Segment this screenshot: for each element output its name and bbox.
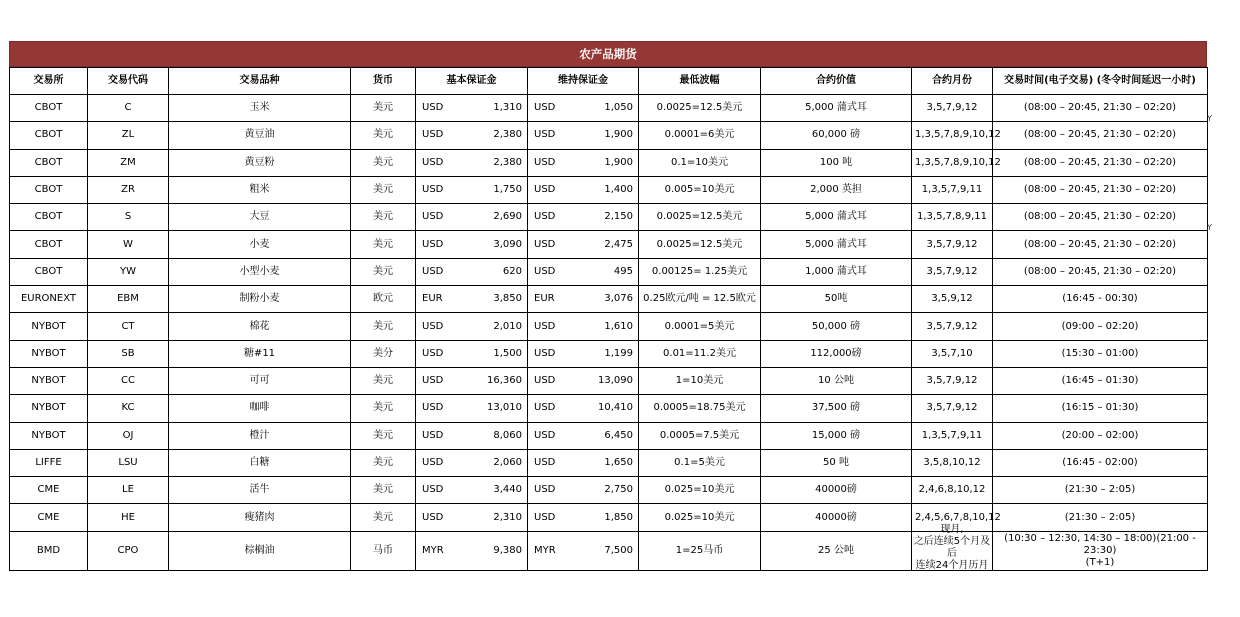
months-line: 之后连续5个月及 [913, 535, 991, 547]
initial-margin-cell [416, 367, 528, 394]
code-cell: YW [88, 258, 169, 285]
table-row [10, 204, 1208, 231]
initial-margin-cell [416, 204, 528, 231]
currency-cell: 美元 [351, 122, 416, 149]
product-cell: 制粉小麦 [169, 286, 351, 313]
tick-cell: 0.0025=12.5美元 [639, 231, 761, 258]
currency-cell: 美元 [351, 176, 416, 203]
margin-amount: 6,450 [604, 429, 633, 441]
product-cell: 活牛 [169, 477, 351, 504]
months-cell: 3,5,7,9,12 [912, 313, 993, 340]
tick-cell: 0.005=10美元 [639, 176, 761, 203]
initial-margin-cell [416, 231, 528, 258]
currency-cell: 美元 [351, 449, 416, 476]
hours-line: (10:30 – 12:30, 14:30 – 18:00)(21:00 - 23:30) [1004, 532, 1196, 556]
margin-amount: 3,076 [604, 293, 633, 305]
months-line: 后 [947, 547, 957, 559]
contract-value-cell: 112,000磅 [761, 340, 912, 367]
margin-amount: 9,380 [493, 544, 522, 556]
initial-margin-cell [416, 286, 528, 313]
code-cell: ZM [88, 149, 169, 176]
code-cell: C [88, 95, 169, 122]
initial-margin-cell [416, 313, 528, 340]
currency-code: USD [422, 184, 444, 196]
exchange-cell: NYBOT [10, 340, 88, 367]
hours-cell: (08:00 – 20:45, 21:30 – 02:20) [993, 204, 1208, 231]
tick-cell: 1=10美元 [639, 367, 761, 394]
margin-amount: 620 [502, 265, 522, 277]
currency-cell: 美元 [351, 422, 416, 449]
hours-cell: (15:30 – 01:00) [993, 340, 1208, 367]
currency-code: USD [534, 457, 556, 468]
col-header-contract-value: 合约价值 [761, 68, 912, 95]
margin-amount: 495 [613, 265, 633, 277]
margin-amount: 8,060 [493, 429, 522, 441]
exchange-cell: CME [10, 504, 88, 531]
side-mark: Y [1207, 223, 1212, 232]
contract-value-cell: 60,000 磅 [761, 122, 912, 149]
margin-amount: 10,410 [598, 402, 633, 414]
currency-code: USD [534, 511, 556, 523]
currency-code: USD [422, 511, 444, 523]
contract-value-cell: 50 吨 [761, 449, 912, 476]
contract-value-cell: 50,000 磅 [761, 313, 912, 340]
maintenance-margin-cell [528, 122, 639, 149]
hours-cell: (08:00 – 20:45, 21:30 – 02:20) [993, 95, 1208, 122]
code-cell: HE [88, 504, 169, 531]
tick-cell: 0.0025=12.5美元 [639, 95, 761, 122]
product-cell: 黄豆油 [169, 122, 351, 149]
months-cell: 1,3,5,7,8,9,11 [912, 204, 993, 231]
currency-code: USD [422, 402, 444, 414]
months-line: 连续24个月历月 [915, 559, 989, 571]
hours-cell: (16:45 – 01:30) [993, 367, 1208, 394]
currency-code: USD [534, 102, 556, 114]
product-cell: 小型小麦 [169, 258, 351, 285]
initial-margin-cell [416, 422, 528, 449]
maintenance-margin-cell [528, 395, 639, 422]
currency-code: USD [534, 429, 556, 441]
margin-amount: 2,310 [493, 511, 522, 523]
tick-cell: 0.1=10美元 [639, 149, 761, 176]
col-header-currency: 货币 [351, 68, 416, 95]
hours-cell: (08:00 – 20:45, 21:30 – 02:20) [993, 258, 1208, 285]
hours-cell: (21:30 – 2:05) [993, 477, 1208, 504]
exchange-cell: CBOT [10, 95, 88, 122]
col-header-exchange: 交易所 [10, 68, 88, 95]
currency-cell: 马币 [351, 531, 416, 570]
margin-amount: 1,500 [493, 347, 522, 359]
exchange-cell: NYBOT [10, 367, 88, 394]
exchange-cell: BMD [10, 531, 88, 570]
tick-cell: 0.025=10美元 [639, 477, 761, 504]
hours-cell: (08:00 – 20:45, 21:30 – 02:20) [993, 122, 1208, 149]
margin-amount: 2,060 [493, 457, 522, 468]
product-cell: 小麦 [169, 231, 351, 258]
maintenance-margin-cell [528, 504, 639, 531]
exchange-cell: NYBOT [10, 395, 88, 422]
initial-margin-cell [416, 176, 528, 203]
futures-table [9, 67, 1208, 571]
margin-amount: 2,380 [493, 156, 522, 168]
margin-amount: 13,010 [487, 402, 522, 414]
months-cell [912, 523, 993, 571]
currency-code: USD [422, 457, 444, 468]
product-cell: 橙汁 [169, 422, 351, 449]
currency-code: MYR [534, 544, 556, 556]
tick-cell: 0.01=11.2美元 [639, 340, 761, 367]
hours-cell: (08:00 – 20:45, 21:30 – 02:20) [993, 149, 1208, 176]
product-cell: 糖#11 [169, 340, 351, 367]
initial-margin-cell [416, 258, 528, 285]
currency-cell: 美元 [351, 313, 416, 340]
margin-amount: 1,050 [604, 102, 633, 114]
tick-cell: 0.0025=12.5美元 [639, 204, 761, 231]
maintenance-margin-cell [528, 422, 639, 449]
table-row [10, 449, 1208, 476]
margin-amount: 1,310 [493, 102, 522, 114]
product-cell: 黄豆粉 [169, 149, 351, 176]
code-cell: W [88, 231, 169, 258]
code-cell: ZR [88, 176, 169, 203]
col-header-maintenance-margin: 维持保证金 [528, 68, 639, 95]
exchange-cell: NYBOT [10, 313, 88, 340]
hours-cell: (16:45 - 00:30) [993, 286, 1208, 313]
months-cell: 3,5,7,10 [912, 340, 993, 367]
maintenance-margin-cell [528, 477, 639, 504]
initial-margin-cell [416, 149, 528, 176]
currency-code: USD [534, 238, 556, 250]
months-cell: 1,3,5,7,8,9,10,12 [912, 122, 993, 149]
initial-margin-cell [416, 122, 528, 149]
contract-value-cell: 5,000 蒲式耳 [761, 231, 912, 258]
currency-code: USD [422, 265, 444, 277]
margin-amount: 2,010 [493, 320, 522, 332]
tick-cell: 0.00125= 1.25美元 [639, 258, 761, 285]
currency-code: USD [534, 320, 556, 332]
margin-amount: 2,380 [493, 129, 522, 141]
code-cell: CT [88, 313, 169, 340]
currency-code: USD [422, 129, 444, 141]
table-row [10, 313, 1208, 340]
table-row [10, 395, 1208, 422]
exchange-cell: CBOT [10, 176, 88, 203]
table-row [10, 340, 1208, 367]
currency-code: EUR [534, 293, 555, 305]
currency-code: USD [422, 429, 444, 441]
code-cell: S [88, 204, 169, 231]
maintenance-margin-cell [528, 367, 639, 394]
currency-code: USD [422, 347, 444, 359]
currency-code: EUR [422, 293, 443, 305]
table-row [10, 531, 1208, 570]
initial-margin-cell [416, 477, 528, 504]
initial-margin-cell [416, 449, 528, 476]
currency-code: USD [422, 320, 444, 332]
maintenance-margin-cell [528, 449, 639, 476]
months-cell: 3,5,7,9,12 [912, 231, 993, 258]
maintenance-margin-cell [528, 176, 639, 203]
currency-code: USD [422, 156, 444, 168]
margin-amount: 1,900 [604, 129, 633, 141]
currency-code: USD [534, 129, 556, 141]
exchange-cell: LIFFE [10, 449, 88, 476]
months-cell: 3,5,7,9,12 [912, 258, 993, 285]
hours-cell: (21:30 – 2:05) [993, 504, 1208, 531]
product-cell: 瘦猪肉 [169, 504, 351, 531]
maintenance-margin-cell [528, 95, 639, 122]
currency-cell: 美元 [351, 258, 416, 285]
months-cell: 2,4,5,6,7,8,10,12 [912, 504, 993, 531]
contract-value-cell: 25 公吨 [761, 531, 912, 570]
tick-cell: 0.0001=6美元 [639, 122, 761, 149]
margin-amount: 3,090 [493, 238, 522, 250]
currency-cell: 美元 [351, 149, 416, 176]
margin-amount: 2,150 [604, 211, 633, 223]
table-row [10, 95, 1208, 122]
hours-cell: (08:00 – 20:45, 21:30 – 02:20) [993, 176, 1208, 203]
margin-amount: 3,850 [493, 293, 522, 305]
table-row [10, 258, 1208, 285]
margin-amount: 1,850 [604, 511, 633, 523]
months-cell: 1,3,5,7,9,11 [912, 176, 993, 203]
hours-cell: (08:00 – 20:45, 21:30 – 02:20) [993, 231, 1208, 258]
months-cell: 3,5,8,10,12 [912, 449, 993, 476]
hours-line: (T+1) [1085, 556, 1115, 568]
col-header-tick: 最低波幅 [639, 68, 761, 95]
margin-amount: 2,750 [604, 484, 633, 496]
product-cell: 棉花 [169, 313, 351, 340]
currency-code: USD [534, 375, 556, 387]
currency-cell: 美元 [351, 367, 416, 394]
contract-value-cell: 2,000 英担 [761, 176, 912, 203]
code-cell: KC [88, 395, 169, 422]
currency-code: USD [534, 156, 556, 168]
table-row [10, 149, 1208, 176]
exchange-cell: CBOT [10, 204, 88, 231]
initial-margin-cell [416, 95, 528, 122]
table-row [10, 504, 1208, 531]
margin-amount: 2,690 [493, 211, 522, 223]
exchange-cell: EURONEXT [10, 286, 88, 313]
code-cell: EBM [88, 286, 169, 313]
col-header-product: 交易品种 [169, 68, 351, 95]
currency-cell: 美元 [351, 231, 416, 258]
currency-code: USD [422, 484, 444, 496]
contract-value-cell: 40000磅 [761, 477, 912, 504]
margin-amount: 1,750 [493, 184, 522, 196]
currency-cell: 美元 [351, 477, 416, 504]
margin-amount: 1,900 [604, 156, 633, 168]
months-cell: 3,5,7,9,12 [912, 367, 993, 394]
product-cell: 棕榈油 [169, 531, 351, 570]
exchange-cell: CBOT [10, 231, 88, 258]
code-cell: LSU [88, 449, 169, 476]
tick-cell: 1=25马币 [639, 531, 761, 570]
code-cell: OJ [88, 422, 169, 449]
tick-cell: 0.1=5美元 [639, 449, 761, 476]
contract-value-cell: 1,000 蒲式耳 [761, 258, 912, 285]
exchange-cell: CBOT [10, 122, 88, 149]
margin-amount: 3,440 [493, 484, 522, 496]
table-row [10, 231, 1208, 258]
hours-cell [993, 531, 1208, 570]
currency-code: USD [534, 347, 556, 359]
currency-cell: 美元 [351, 95, 416, 122]
hours-cell: (16:15 – 01:30) [993, 395, 1208, 422]
futures-sheet [9, 41, 1207, 571]
months-cell: 3,5,7,9,12 [912, 395, 993, 422]
col-header-code: 交易代码 [88, 68, 169, 95]
contract-value-cell: 40000磅 [761, 504, 912, 531]
currency-code: USD [534, 211, 556, 223]
code-cell: SB [88, 340, 169, 367]
table-row [10, 176, 1208, 203]
contract-value-cell: 37,500 磅 [761, 395, 912, 422]
product-cell: 玉米 [169, 95, 351, 122]
col-header-trading-hours: 交易时间(电子交易) (冬令时间延迟一小时) [993, 68, 1208, 95]
tick-cell: 0.0005=18.75美元 [639, 395, 761, 422]
currency-code: USD [422, 238, 444, 250]
currency-cell: 美分 [351, 340, 416, 367]
product-cell: 大豆 [169, 204, 351, 231]
currency-code: USD [422, 211, 444, 223]
hours-cell: (16:45 - 02:00) [993, 449, 1208, 476]
product-cell: 白糖 [169, 449, 351, 476]
currency-cell: 美元 [351, 395, 416, 422]
initial-margin-cell [416, 504, 528, 531]
contract-value-cell: 15,000 磅 [761, 422, 912, 449]
maintenance-margin-cell [528, 313, 639, 340]
months-cell: 2,4,6,8,10,12 [912, 477, 993, 504]
maintenance-margin-cell [528, 231, 639, 258]
margin-amount: 1,400 [604, 184, 633, 196]
table-row [10, 122, 1208, 149]
currency-code: USD [534, 484, 556, 496]
hours-cell: (09:00 – 02:20) [993, 313, 1208, 340]
product-cell: 粗米 [169, 176, 351, 203]
tick-cell: 0.0001=5美元 [639, 313, 761, 340]
months-cell: 3,5,7,9,12 [912, 95, 993, 122]
table-row [10, 422, 1208, 449]
header-row [10, 68, 1208, 95]
maintenance-margin-cell [528, 286, 639, 313]
currency-code: MYR [422, 544, 444, 556]
code-cell: ZL [88, 122, 169, 149]
maintenance-margin-cell [528, 204, 639, 231]
margin-amount: 1,610 [604, 320, 633, 332]
margin-amount: 1,650 [604, 457, 633, 468]
currency-code: USD [422, 102, 444, 114]
currency-code: USD [422, 375, 444, 387]
tick-cell: 0.0005=7.5美元 [639, 422, 761, 449]
contract-value-cell: 5,000 蒲式耳 [761, 204, 912, 231]
tick-cell: 0.25欧元/吨 = 12.5欧元 [639, 286, 761, 313]
col-header-contract-months: 合约月份 [912, 68, 993, 95]
contract-value-cell: 50吨 [761, 286, 912, 313]
code-cell: CC [88, 367, 169, 394]
currency-cell: 欧元 [351, 286, 416, 313]
initial-margin-cell [416, 395, 528, 422]
months-line: 现月, [940, 523, 964, 535]
exchange-cell: CBOT [10, 149, 88, 176]
months-cell: 1,3,5,7,8,9,10,12 [912, 149, 993, 176]
currency-code: USD [534, 265, 556, 277]
margin-amount: 2,475 [604, 238, 633, 250]
table-row [10, 477, 1208, 504]
table-row [10, 286, 1208, 313]
table-row [10, 367, 1208, 394]
contract-value-cell: 100 吨 [761, 149, 912, 176]
contract-value-cell: 10 公吨 [761, 367, 912, 394]
exchange-cell: CBOT [10, 258, 88, 285]
initial-margin-cell [416, 340, 528, 367]
margin-amount: 7,500 [604, 544, 633, 556]
margin-amount: 1,199 [604, 347, 633, 359]
maintenance-margin-cell [528, 149, 639, 176]
code-cell: LE [88, 477, 169, 504]
tick-cell: 0.025=10美元 [639, 504, 761, 531]
months-cell: 3,5,9,12 [912, 286, 993, 313]
maintenance-margin-cell [528, 340, 639, 367]
margin-amount: 13,090 [598, 375, 633, 387]
exchange-cell: NYBOT [10, 422, 88, 449]
currency-cell: 美元 [351, 204, 416, 231]
initial-margin-cell [416, 531, 528, 570]
currency-cell: 美元 [351, 504, 416, 531]
sheet-title: 农产品期货 [9, 41, 1207, 67]
currency-code: USD [534, 402, 556, 414]
maintenance-margin-cell [528, 258, 639, 285]
code-cell: CPO [88, 531, 169, 570]
side-mark: Y [1207, 114, 1212, 123]
margin-amount: 16,360 [487, 375, 522, 387]
col-header-initial-margin: 基本保证金 [416, 68, 528, 95]
contract-value-cell: 5,000 蒲式耳 [761, 95, 912, 122]
exchange-cell: CME [10, 477, 88, 504]
hours-cell: (20:00 – 02:00) [993, 422, 1208, 449]
months-cell: 1,3,5,7,9,11 [912, 422, 993, 449]
maintenance-margin-cell [528, 531, 639, 570]
product-cell: 可可 [169, 367, 351, 394]
currency-code: USD [534, 184, 556, 196]
product-cell: 咖啡 [169, 395, 351, 422]
